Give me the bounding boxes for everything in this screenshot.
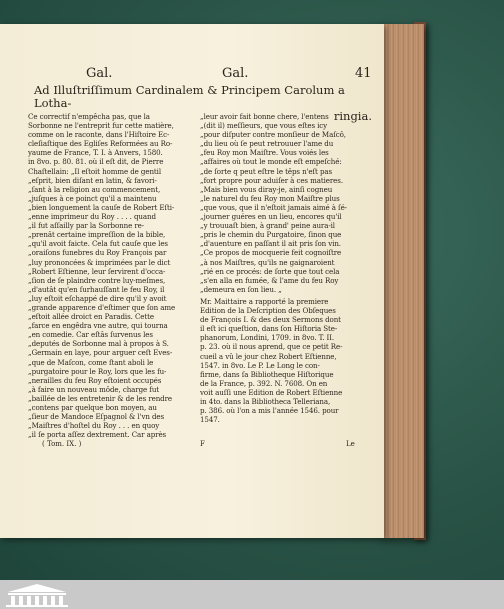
text-line: „en comedie. Car eſtâs ſurvenus les: [28, 330, 153, 340]
text-line: „d'auenture en paſſant il ait pris ſon vin.: [200, 239, 341, 249]
title-line: Ad Illuſtriſſimum Cardinalem & Principem Carolum a Lotha-: [34, 83, 345, 110]
text-line: „baillée de les entretenir & de les rendre: [28, 393, 173, 403]
text-line: „ſion de ſe plaindre contre luy-meſmes,: [28, 275, 166, 285]
text-line: Edition de la Deſcription des Obſeques: [200, 306, 336, 316]
text-line: „demeura en ſon lieu. „: [200, 284, 282, 294]
text-line: „d'autât qu'en ſurhauſſant le feu Roy, il: [28, 284, 165, 294]
text-line: „juſques à ce poinct qu'il a maintenu: [28, 193, 157, 203]
tome-marker: ( Tom. IX. ): [42, 440, 82, 448]
text-line: „oraiſons funebres du Roy François par: [28, 248, 167, 258]
text-line: „contens par quelque bon moyen, au: [28, 403, 157, 412]
text-line: „eſprit, bien diſant en latin, & favori-: [28, 175, 157, 185]
text-line: „Germain en laye, pour arguer ceſt Eves-: [28, 348, 173, 358]
text-line: „bien longuement la cauſe de Robert Eſti-: [28, 202, 175, 212]
running-head-right: Gal.: [222, 66, 249, 81]
text-line: „pour diſputer contre monſieur de Maſcô,: [200, 130, 346, 140]
text-line: „Mais bien vous diray-je, ainſi cogneu: [200, 184, 333, 194]
text-line: in 8vo. p. 80. 81. où il eſt dit, de Pierre: [28, 157, 164, 167]
text-line: de la France, p. 392. N. 7608. On en: [200, 378, 328, 388]
book-fore-edge: [380, 24, 424, 538]
title-line: ringia.: [333, 109, 372, 123]
text-line: Ce correctif n'empêcha pas, que la: [28, 112, 150, 121]
text-line: „prenât certaine impreſſion de la bible,: [28, 230, 166, 240]
text-line: phanorum, Londini, 1709. in 8vo. T. II.: [200, 333, 335, 343]
signature-mark: F: [200, 440, 205, 448]
text-line: „leur avoir fait bonne chere, l'entens: [200, 112, 329, 121]
text-line: Sorbonne ne l'entreprit fur cette matière,: [28, 121, 174, 131]
text-line: „y trouuaſt bien, à grand' peine aura-il: [200, 221, 335, 231]
library-footer-strip: [0, 580, 504, 609]
text-line: in 4to. dans la Bibliotheca Telleriana,: [200, 397, 331, 407]
text-line: „que vous, que il n'eſtoit jamais aimé à ſé-: [200, 202, 347, 212]
text-line: „s'en alla en fumée, & l'ame du feu Roy: [200, 275, 339, 285]
text-line: „rié en ce procés: de ſorte que tout cela: [200, 266, 340, 276]
text-line: „luy eſtoit eſchappé de dire qu'il y avoit: [28, 293, 167, 303]
text-line: „Ce propos de mocquerie feit cognoiſtre: [200, 248, 342, 258]
text-line: „Maiſtres d'hoſtel du Roy . . . en quoy: [28, 421, 160, 431]
text-line: „journer guéres en un lieu, encores qu'il: [200, 212, 342, 222]
text-line: il eſt ici queſtion, dans ſon Hiſtoria Ste-: [200, 324, 338, 334]
text-line: „il fut aſſailly par la Sorbonne re-: [28, 221, 145, 231]
text-line: Mr. Maittaire a rapporté la premiere: [200, 297, 329, 306]
text-line: „du lieu où ſe peut retrouuer l'ame du: [200, 139, 334, 149]
text-line: 1547.: [200, 415, 220, 425]
text-line: comme on le raconte, dans l'Hiſtoire Ec-: [28, 130, 170, 140]
text-line: „luy prononcées & imprimées par le dict: [28, 257, 171, 267]
text-line: Chaſtellain: „Il eſtoit homme de gentil: [28, 166, 162, 176]
text-line: „farce en engêdra vne autre, qui tourna: [28, 321, 168, 331]
text-line: „(dit il) meſſieurs, que vous eſtes icy: [200, 121, 328, 131]
text-line: „purgatoire pour le Roy, lors que les fu-: [28, 366, 167, 376]
text-line: de François I. & des deux Sermons dont: [200, 315, 341, 325]
running-head-left: Gal.: [86, 66, 113, 81]
text-line: 1547. in 8vo. Le P. Le Long le con-: [200, 360, 320, 370]
text-line: „grande apparence d'eſtimer que ſon ame: [28, 302, 176, 312]
right-column-note: [200, 297, 372, 424]
text-line: cleſiaſtique des Egliſes Reformées au Ro-: [28, 139, 173, 149]
text-line: cueil a vû le jour chez Robert Eſtienne,: [200, 351, 337, 361]
text-line: p. 386. où l'on a mis l'année 1546. pour: [200, 406, 339, 416]
text-line: „fort propre pour aduiſer à ces matieres.: [200, 175, 343, 185]
text-line: „deputés de Sorbonne mal à propos à S.: [28, 339, 169, 349]
text-line: „Robert Eſtienne, leur ſervirent d'occa-: [28, 266, 166, 276]
text-line: „qu'il avoit faicte. Cela fut cauſe que les: [28, 239, 168, 249]
text-line: „enne imprimeur du Roy . . . . quand: [28, 212, 156, 222]
text-line: „que de Maſcon, come ſtant aboli le: [28, 357, 154, 367]
running-header: [70, 66, 370, 84]
catchword: Le: [346, 440, 355, 448]
page-number: 41: [355, 66, 372, 81]
text-line: „affaires où tout le monde eſt empeſché:: [200, 157, 342, 167]
text-line: yaume de France, T. I. à Anvers, 1580.: [28, 148, 163, 158]
text-line: „ſant à la religion au commencement,: [28, 184, 161, 194]
text-line: „il ſe porta aſſez dextrement. Car après: [28, 430, 167, 440]
text-line: „à faire un nouveau môde, charge fut: [28, 384, 160, 394]
text-line: „nerailles du feu Roy eſtoient occupés: [28, 375, 162, 385]
library-building-logo: [2, 582, 72, 608]
text-line: p. 23. où il nous aprend, que ce petit Re-: [200, 342, 343, 352]
right-column: [200, 112, 372, 294]
text-line: „eſtoit allée droict en Paradis. Cette: [28, 312, 154, 322]
text-line: „le naturel du feu Roy mon Maiſtre plus: [200, 193, 340, 203]
left-column: [28, 112, 192, 439]
text-line: „à nos Maiſtres, qu'ils ne gaignaroient: [200, 257, 335, 267]
text-line: firme, dans ſa Bibliotheque Hiſtorique: [200, 369, 334, 379]
text-line: „ſieur de Mandoce Eſpagnol & l'vn des: [28, 412, 165, 422]
text-line: „pris le chemin du Purgatoire, ſinon que: [200, 230, 342, 240]
text-line: „de ſorte q peut eſtre le têps n'eſt pas: [200, 166, 333, 176]
text-line: voit auſſi une Edition de Robert Eſtienne: [200, 387, 343, 397]
text-line: „feu Roy mon Maiſtre. Vous voiés les: [200, 148, 329, 158]
